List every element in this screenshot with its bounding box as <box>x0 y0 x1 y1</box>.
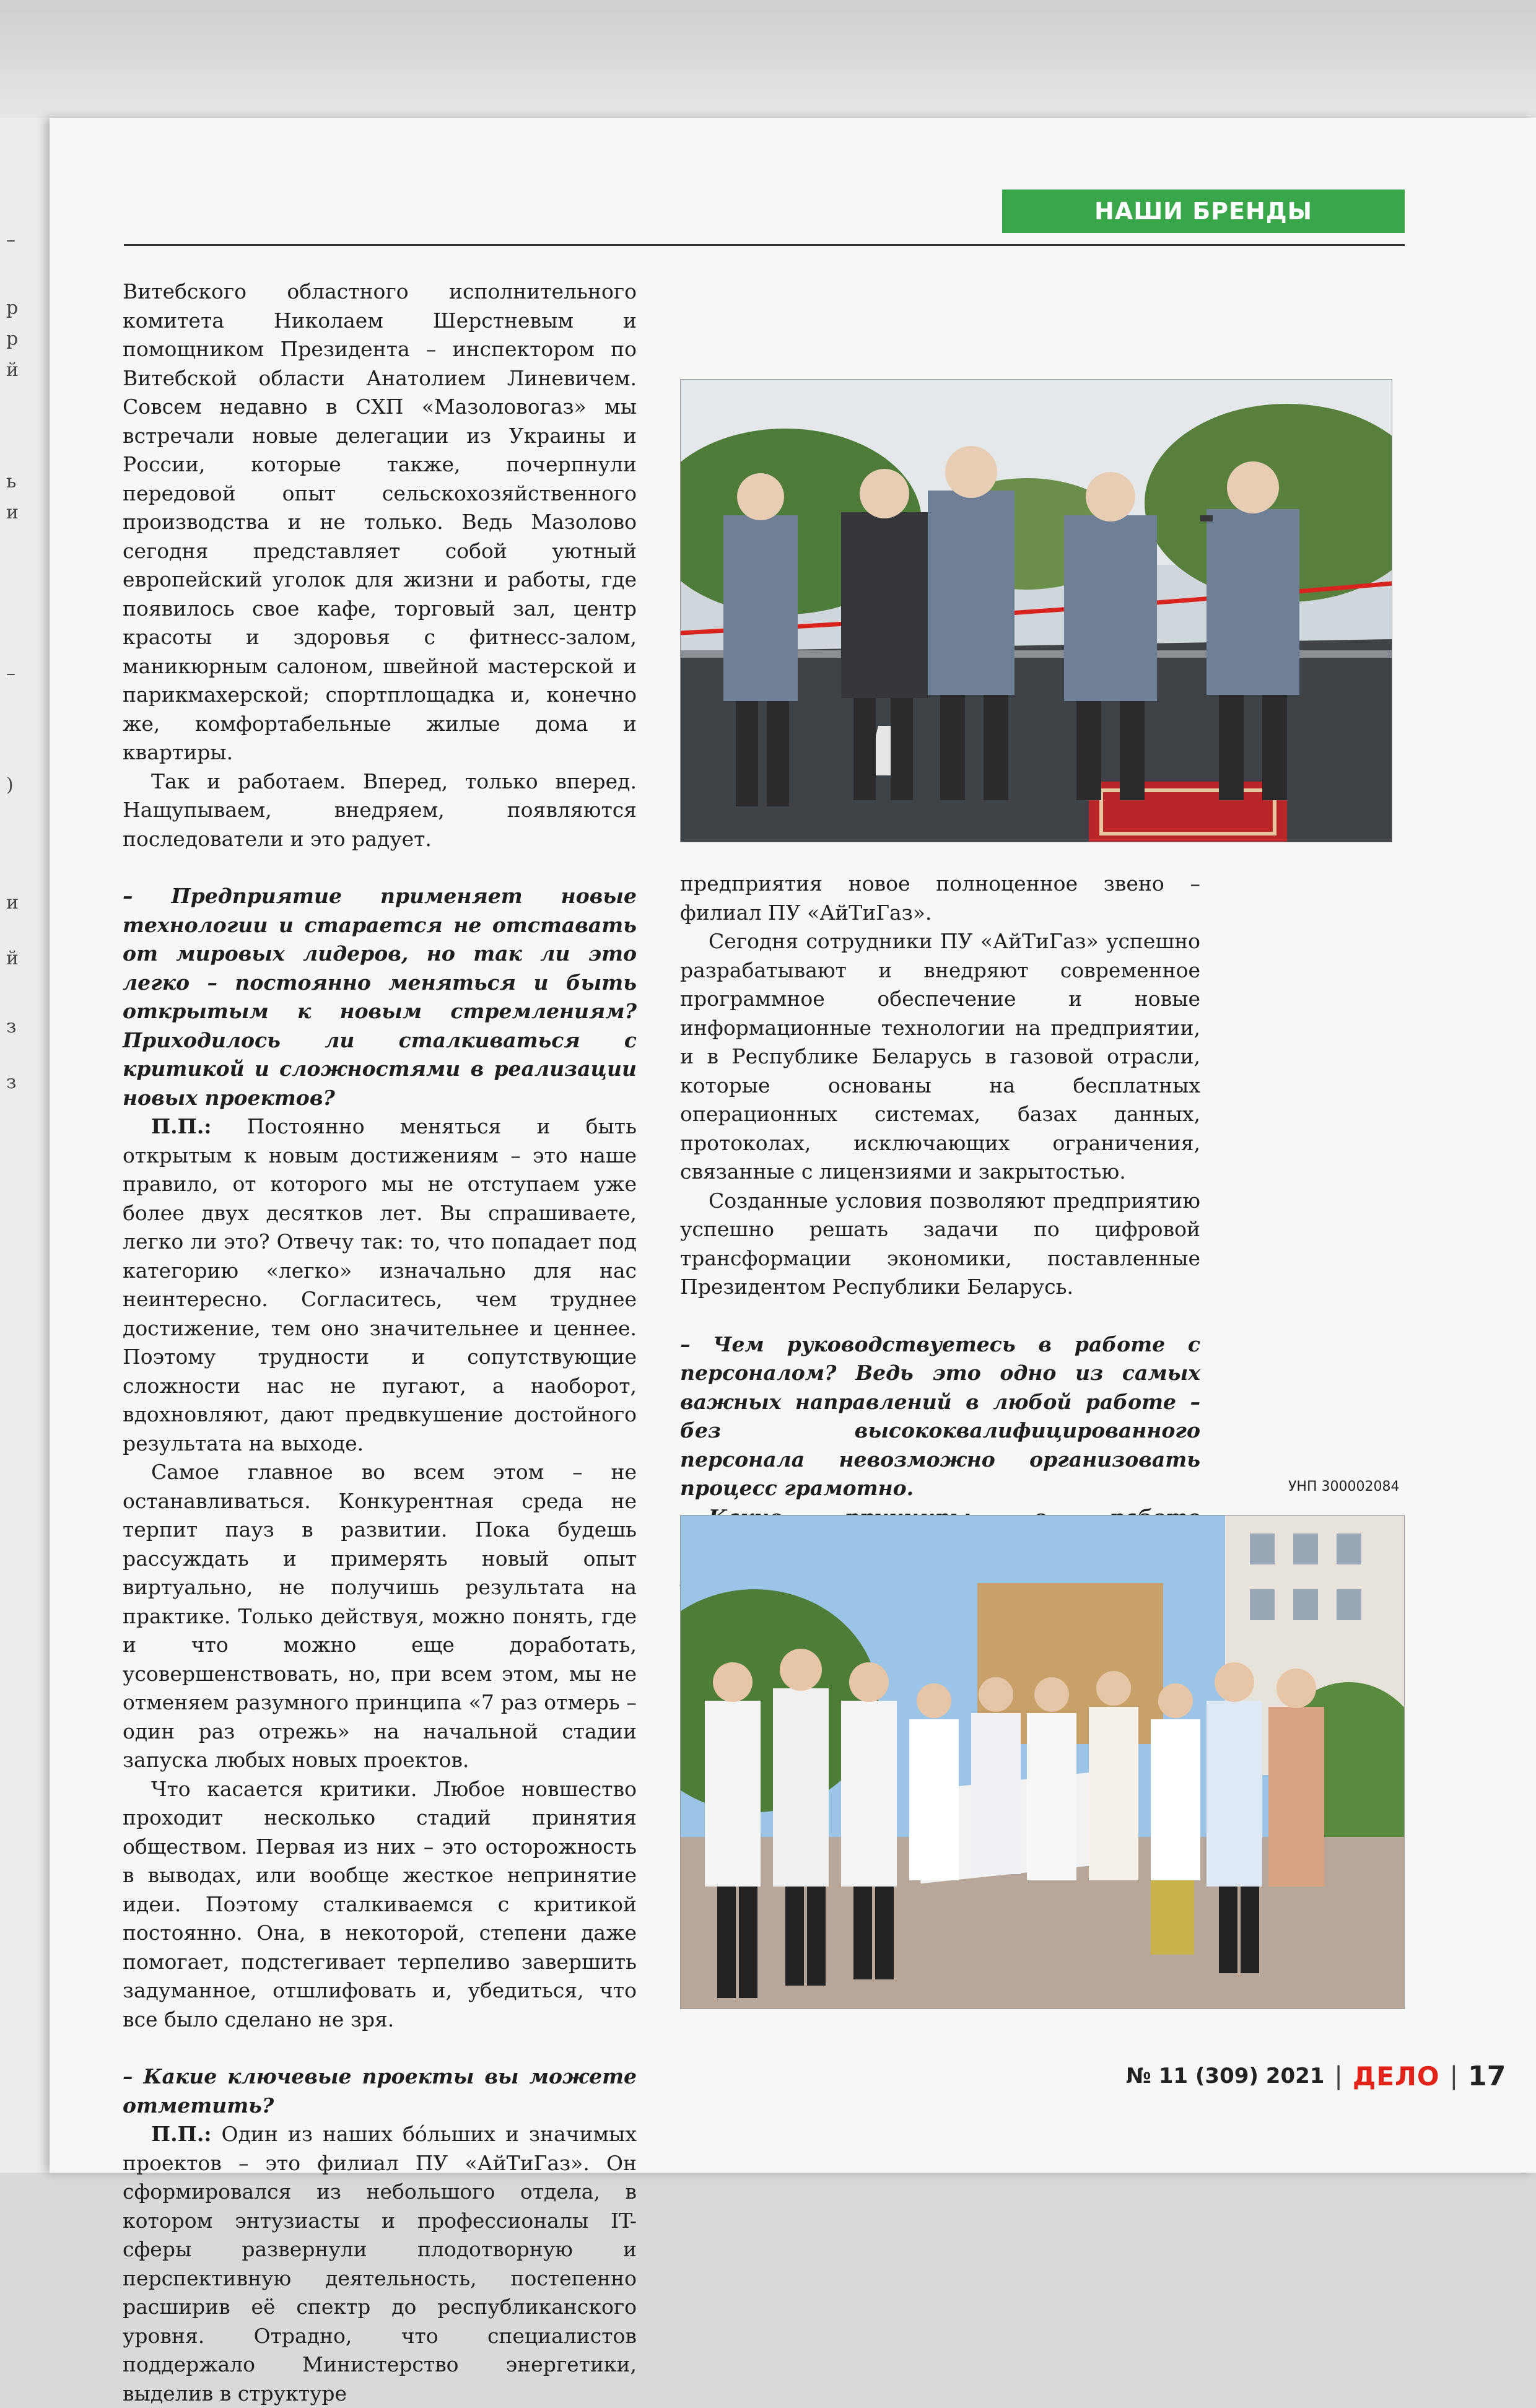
paragraph: Созданные условия позволяют предприятию успешно решать задачи по цифровой трансформации экономики, поставленные Президентом Республики Беларусь. <box>680 1188 1200 1299</box>
header-rule <box>124 244 1405 246</box>
paragraph: Так и работаем. Вперед, только вперед. Нащупываем, внедряем, появляются последователи и это радует. <box>123 769 637 851</box>
interview-question: – Чем руководствуетесь в работе с персоналом? Ведь это одно из самых важных направлений в любой работе – без высококвалифицированного персонала невозможно организовать процесс грамотно. <box>680 1332 1200 1500</box>
left-column <box>123 277 637 2408</box>
interview-answer <box>123 1112 637 1458</box>
answer-text: Постоянно меняться и быть открытым к новым достижениям – это наше правило, от которого мы не отступаем уже более двух десятков лет. Вы спрашиваете, легко ли это? Отвечу так: то, что попадает под категорию «легко» изначально для нас неинтересно. Согласитесь, чем труднее достижение, тем оно значительнее и ценнее. Поэтому трудности и сопутствующие сложности нас не пугают, а наоборот, вдохновляют, дают предвкушение достойного результата на выходе. <box>123 1114 637 1455</box>
paragraph: Сегодня сотрудники ПУ «АйТиГаз» успешно разрабатывают и внедряют современное программное обеспечение и новые информационные технологии на предприятии, и в Республике Беларусь в газовой отрасли, которые основаны на бесплатных операционных системах, базах данных, протоколах, исключающих ограничения, связанные с лицензиями и закрытостью. <box>680 929 1200 1184</box>
page-number: 17 <box>1468 2060 1506 2092</box>
interview-answer <box>123 2120 637 2408</box>
paragraph: предприятия новое полноценное звено – филиал ПУ «АйТиГаз». <box>680 871 1200 925</box>
magazine-logo: ДЕЛО <box>1352 2061 1440 2092</box>
ribbon-cutting-photo <box>680 379 1392 842</box>
issue-number: № 11 (309) 2021 <box>1126 2064 1325 2088</box>
speaker-label: П.П.: <box>151 2122 212 2146</box>
page-footer <box>1126 2057 1506 2095</box>
footer-separator: | <box>1449 2062 1459 2090</box>
section-badge: НАШИ БРЕНДЫ <box>1002 190 1405 233</box>
team-photo <box>680 1515 1405 2009</box>
interview-question: – Предприятие применяет новые технологии и старается не отставать от мировых лидеров, но так ли это легко – постоянно меняться и быть открытым к новым стремлениям? Приходилось ли сталкиваться с критикой и сложностями в реализации новых проектов? <box>123 884 637 1110</box>
paragraph: Что касается критики. Любое новшество проходит несколько стадий принятия обществом. Первая из них – это осторожность в выводах, или вообще жесткое непринятие идеи. Поэтому сталкиваемся с критикой постоянно. Она, в некоторой, степени даже помогает, подстегивает терпеливо завершить задуманное, отшлифовать и, убедиться, что все было сделано не зря. <box>123 1776 637 2031</box>
paragraph: Витебского областного исполнительного комитета Николаем Шерстневым и помощником Президента – инспектором по Витебской области Анатолием Линевичем. Совсем недавно в СХП «Мазоловогаз» мы встречали новые делегации из Украины и России, которые также, почерпнули передовой опыт сельскохозяйственного производства и не только. Ведь Мазолово сегодня представляет собой уютный европейский уголок для жизни и работы, где появилось свое кафе, торговый зал, центр красоты и здоровья с фитнесс-залом, маникюрным салоном, швейной мастерской и парикмахерской; спортплощадка и, конечно же, комфортабельные жилые дома и квартиры. <box>123 279 637 764</box>
paragraph: Самое главное во всем этом – не останавливаться. Конкурентная среда не терпит пауз в развитии. Пока будешь рассуждать и примерять новый опыт виртуально, не получишь результата на практике. Только действуя, можно понять, где и что можно еще доработать, усовершенствовать, но, при всем этом, мы не отменяем разумного принципа «7 раз отмерь – один раз отрежь» на начальной стадии запуска любых новых проектов. <box>123 1460 637 1772</box>
footer-separator: | <box>1334 2062 1343 2090</box>
right-column <box>680 870 1200 1589</box>
interview-question: – Какие ключевые проекты вы можете отметить? <box>123 2064 637 2118</box>
previous-page-edge: – р р й ь и – ) и й з з <box>0 118 50 2173</box>
speaker-label: П.П.: <box>151 1114 212 1138</box>
scan-background <box>0 0 1536 118</box>
answer-text: Один из наших бóльших и значимых проектов – это филиал ПУ «АйТиГаз». Он сформировался из небольшого отдела, в котором энтузиасты и профессионалы IT-сферы развернули плодотворную и перспективную деятельность, постепенно расширив её спектр до республиканского уровня. Отрадно, что специалистов поддержало Министерство энергетики, выделив в структуре <box>123 2122 637 2406</box>
unp-number: УНП 300002084 <box>1288 1479 1400 1494</box>
